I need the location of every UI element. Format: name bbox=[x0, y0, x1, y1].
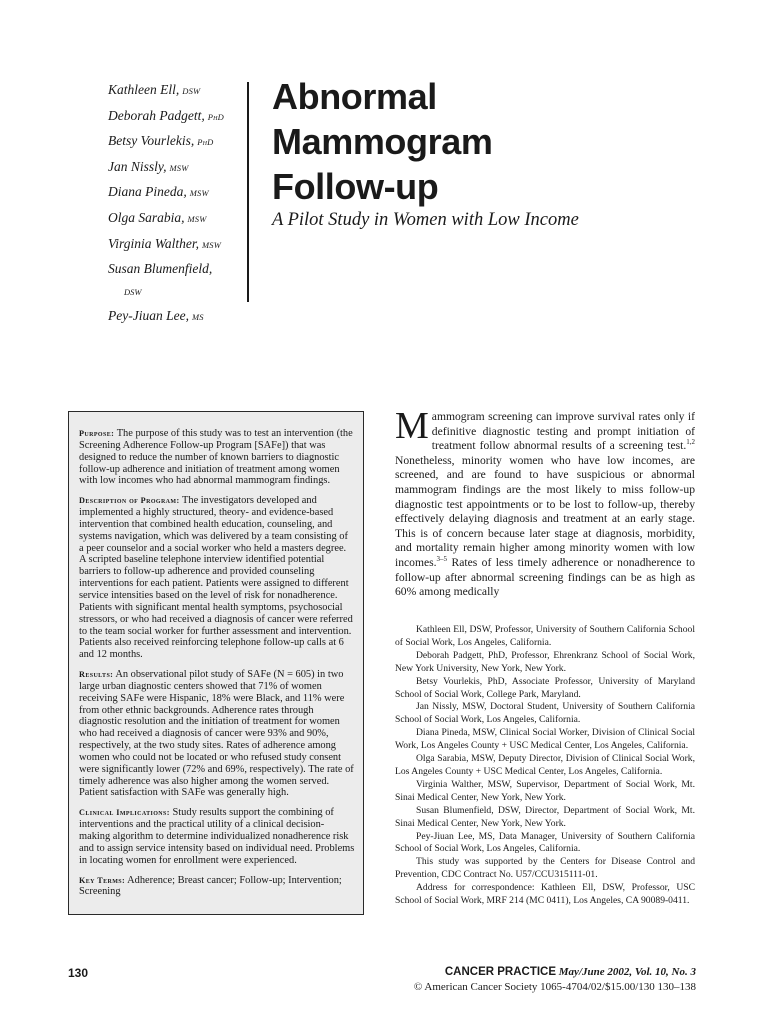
author-name: Diana Pineda, bbox=[108, 184, 187, 200]
author-name: Pey-Jiuan Lee, bbox=[108, 308, 189, 324]
abstract-purpose bbox=[79, 428, 355, 487]
section-text: An observational pilot study of SAFe (N = 605) in two large urban diagnostic centers showed that 71% of women receiving SAFe were Hispanic, 18% were Black, and 11% were from other ethnic backgrounds. Adherence rates through diagnostic resolution and the initiation of treatment for women who had received a diagnosis of cancer were 93% and 90%, respectively, at the two study sites. Rates of adherence among women who could not be located or who refused study consent were significantly lower (72% and 69%, respectively). The rate of timely adherence was also higher among the women served. Patient satisfaction with SAFe was generally high. bbox=[79, 669, 354, 799]
author-degree: PhD bbox=[197, 137, 214, 148]
author-degree: MSW bbox=[187, 213, 207, 224]
drop-cap: M bbox=[395, 405, 429, 447]
author-item bbox=[108, 206, 238, 232]
section-text: The purpose of this study was to test an intervention (the Screening Adherence Follow-up Program [SAFe]) that was designed to reduce the number of known barriers to diagnostic follow-up adherence and initiation of treatment among women with low incomes who had abnormal mammogram findings. bbox=[79, 428, 353, 487]
body-text-part: Rates of less timely adherence or nonadherence to follow-up after abnormal screening findings can be as high as 60% among medically bbox=[395, 555, 695, 599]
author-item bbox=[108, 104, 238, 130]
section-label: Results: bbox=[79, 670, 114, 680]
journal-issue: May/June 2002, Vol. 10, No. 3 bbox=[558, 966, 696, 978]
author-name: Jan Nissly, bbox=[108, 158, 167, 174]
abstract-clinical bbox=[79, 807, 355, 866]
affiliation-item: Deborah Padgett, PhD, Professor, Ehrenkranz School of Social Work, New York University, New York, New York. bbox=[395, 649, 695, 674]
abstract-description bbox=[79, 495, 355, 661]
author-item bbox=[108, 180, 238, 206]
journal-name: CANCER PRACTICE bbox=[444, 966, 557, 978]
body-paragraph bbox=[395, 405, 695, 600]
author-affiliations bbox=[395, 624, 695, 908]
author-degree: MSW bbox=[202, 239, 222, 250]
correspondence-address: Address for correspondence: Kathleen Ell, DSW, Professor, USC School of Social Work, MRF 214 (MC 0411), Los Angeles, CA 90089-0411. bbox=[395, 882, 695, 907]
author-name: Susan Blumenfield, bbox=[108, 261, 213, 277]
author-name: Virginia Walther, bbox=[108, 235, 200, 251]
section-text: The investigators developed and implemented a highly structured, theory- and evidence-based intervention that combined health education, counseling, and systems navigation, which was delivered by a team consisting of a peer counselor and a social worker who held a masters degree. A scripted baseline telephone interview identified potential barriers to follow-up adherence and provided counseling interventions for each patient. Patients were assigned to different service intensities based on the level of risk for nonadherence. Patients with significant mental health symptoms, psychosocial stressors, or who had received a diagnosis of cancer were referred to the team social worker for further assessment and intervention. Patients also received reinforcing telephone follow-up calls at 6 and 12 months. bbox=[79, 495, 353, 661]
body-text-part: Nonetheless, minority women who have low incomes, are screened, and are found to have suspicious or abnormal mammogram findings are the most likely to miss follow-up diagnostic test appointments or to be lost to follow-up, thereby effectively delaying diagnosis and treatment at an early stage. This is of concern because later stage at diagnosis, morbidity, and mortality remain higher among minority women with low incomes. bbox=[395, 453, 695, 569]
author-degree: MS bbox=[191, 312, 204, 323]
affiliation-item: Susan Blumenfield, DSW, Director, Department of Social Work, Mt. Sinai Medical Center, New York, New York. bbox=[395, 804, 695, 829]
title-divider bbox=[247, 82, 249, 302]
author-item bbox=[108, 129, 238, 155]
title-line: Mammogram bbox=[272, 121, 493, 162]
abstract-box bbox=[68, 411, 364, 915]
funding-note: This study was supported by the Centers for Disease Control and Prevention, CDC Contract No. U57/CCU315111-01. bbox=[395, 856, 695, 881]
affiliation-item: Pey-Jiuan Lee, MS, Data Manager, University of Southern California School of Social Work, Los Angeles, California. bbox=[395, 830, 695, 855]
section-label: Key Terms: bbox=[79, 875, 126, 885]
section-text: Study results support the combining of interventions and the practical utility of a clinical decision-making algorithm to determine individualized nonadherence risk and to assign service intensity based on individual need. Problems in locating women for enrollment were experienced. bbox=[79, 807, 355, 866]
title-line: Follow-up bbox=[272, 166, 439, 207]
body-text-part: ammogram screening can improve survival rates only if definitive diagnostic testing and prompt initiation of treatment follow abnormal results of a screening test. bbox=[431, 410, 695, 453]
page-number: 130 bbox=[68, 966, 89, 980]
article-title bbox=[272, 74, 572, 209]
section-text: Adherence; Breast cancer; Follow-up; Intervention; Screening bbox=[79, 874, 342, 898]
author-degree: MSW bbox=[169, 162, 189, 173]
title-line: Abnormal bbox=[272, 76, 437, 117]
author-name: Betsy Vourlekis, bbox=[108, 133, 195, 149]
affiliation-item: Virginia Walther, MSW, Supervisor, Department of Social Work, Mt. Sinai Medical Center, New York, New York. bbox=[395, 778, 695, 803]
affiliation-item: Betsy Vourlekis, PhD, Associate Professor, University of Maryland School of Social Work, College Park, Maryland. bbox=[395, 675, 695, 700]
affiliation-item: Olga Sarabia, MSW, Deputy Director, Division of Clinical Social Work, Los Angeles County + USC Medical Center, Los Angeles, California. bbox=[395, 753, 695, 777]
reference-marker: 3–5 bbox=[436, 555, 448, 564]
author-item bbox=[108, 78, 238, 104]
journal-citation bbox=[445, 966, 696, 978]
reference-marker: 1,2 bbox=[686, 438, 695, 447]
affiliation-item: Jan Nissly, MSW, Doctoral Student, University of Southern California School of Social Work, Los Angeles, California. bbox=[395, 701, 695, 726]
author-degree: DSW bbox=[124, 286, 142, 297]
affiliation-item: Diana Pineda, MSW, Clinical Social Worker, Division of Clinical Social Work, Los Angeles County + USC Medical Center, Los Angeles, California. bbox=[395, 727, 695, 752]
body-text bbox=[395, 405, 695, 600]
author-degree: PhD bbox=[207, 111, 225, 122]
author-item bbox=[108, 232, 238, 258]
article-subtitle: A Pilot Study in Women with Low Income bbox=[272, 210, 579, 230]
author-name: Olga Sarabia, bbox=[108, 209, 185, 225]
author-name: Kathleen Ell, bbox=[108, 82, 180, 97]
section-label: Description of Program: bbox=[79, 496, 180, 506]
affiliation-item: Kathleen Ell, DSW, Professor, University of Southern California School of Social Work, Los Angeles, California. bbox=[395, 624, 695, 648]
author-item bbox=[108, 304, 238, 330]
section-label: Clinical Implications: bbox=[79, 808, 170, 818]
author-degree: MSW bbox=[189, 188, 209, 199]
section-label: Purpose: bbox=[79, 429, 115, 438]
author-item bbox=[108, 257, 238, 304]
author-degree: DSW bbox=[182, 86, 201, 96]
author-item bbox=[108, 155, 238, 181]
abstract-key-terms bbox=[79, 875, 355, 899]
copyright-line: © American Cancer Society 1065-4704/02/$15.00/130 130–138 bbox=[413, 981, 696, 993]
author-list bbox=[108, 78, 238, 330]
author-name: Deborah Padgett, bbox=[108, 107, 205, 123]
abstract-results bbox=[79, 669, 355, 799]
